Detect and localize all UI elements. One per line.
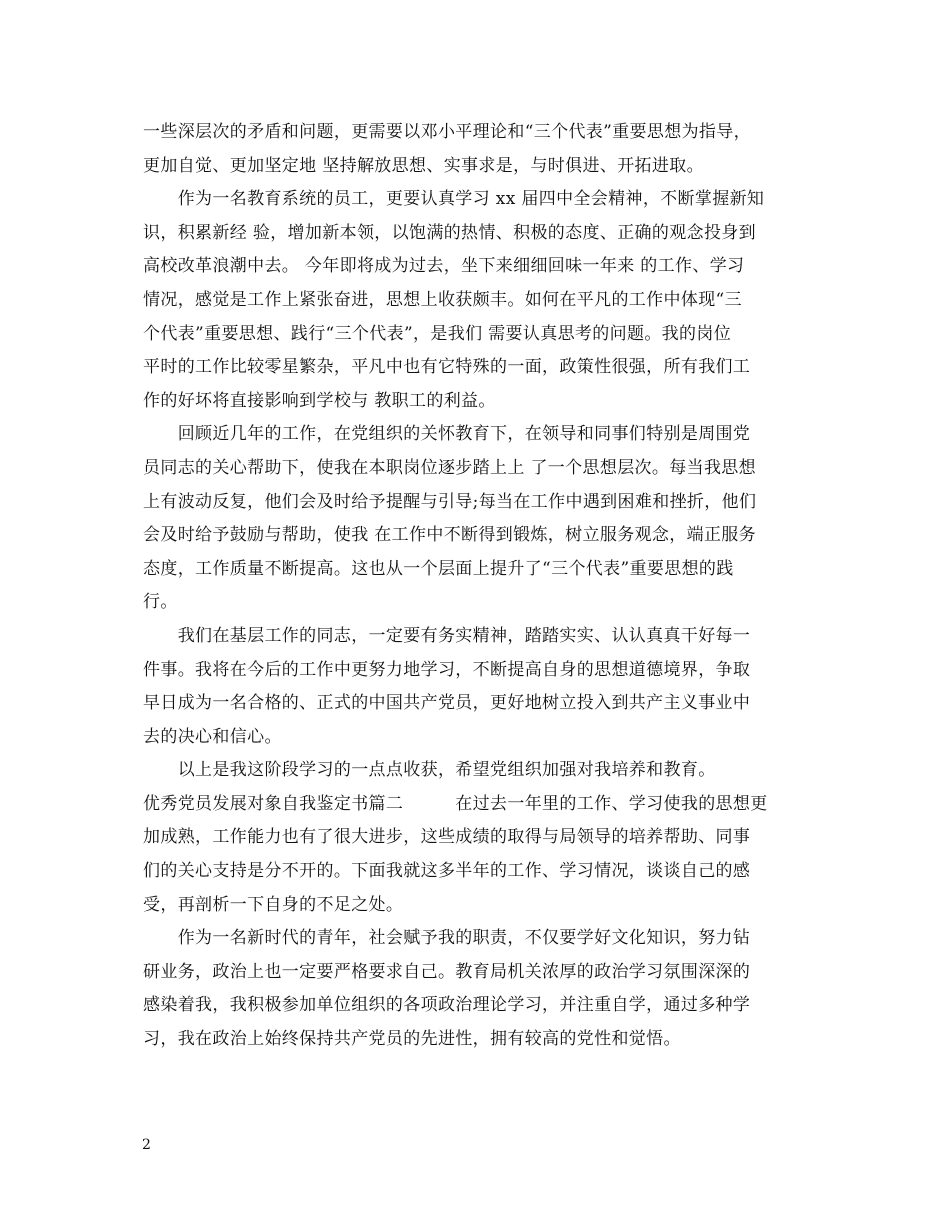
text-line: 一些深层次的矛盾和问题，更需要以邓小平理论和“三个代表”重要思想为指导，	[143, 122, 751, 142]
text-line: 作的好坏将直接影响到学校与 教职工的利益。	[143, 390, 496, 411]
text-line: 会及时给予鼓励与帮助，使我 在工作中不断得到锻炼，树立服务观念，端正服务	[143, 525, 757, 546]
text-line: 行。	[143, 592, 178, 613]
text-line: 早日成为一名合格的、正式的中国共产党员，更好地树立投入到共产主义事业中	[143, 693, 751, 714]
text-line: 以上是我这阶段学习的一点点收获，希望党组织加强对我培养和教育。	[143, 760, 716, 781]
page-number: 2	[142, 1137, 151, 1153]
text-line: 识，积累新经 验，增加新本领，以饱满的热情、积极的态度、正确的观念投身到	[143, 222, 757, 243]
text-line: 平时的工作比较零星繁杂，平凡中也有它特殊的一面，政策性很强，所有我们工	[143, 357, 751, 378]
text-line: 作为一名新时代的青年，社会赋予我的职责，不仅要学好文化知识，努力钻	[143, 928, 751, 949]
text-line: 作为一名教育系统的员工，更要认真学习 xx 届四中全会精神，不断掌握新知	[143, 189, 765, 210]
text-line: 回顾近几年的工作，在党组织的关怀教育下，在领导和同事们特别是周围党	[143, 424, 751, 445]
text-line: 员同志的关心帮助下，使我在本职岗位逐步踏上上 了一个思想层次。每当我思想	[143, 457, 757, 478]
text-line: 个代表”重要思想、践行“三个代表”，是我们 需要认真思考的问题。我的岗位	[143, 323, 732, 344]
text-line: 我们在基层工作的同志，一定要有务实精神，踏踏实实、认认真真干好每一	[143, 625, 751, 646]
text-line: 情况，感觉是工作上紧张奋进，思想上收获颇丰。如何在平凡的工作中体现“三	[143, 289, 742, 310]
body-text	[143, 116, 813, 1057]
text-line: 去的决心和信心。	[143, 726, 282, 747]
text-line: 们的关心支持是分不开的。下面我就这多半年的工作、学习情况，谈谈自己的感	[143, 861, 751, 882]
text-line: 受，再剖析一下自身的不足之处。	[143, 894, 404, 915]
text-line: 加成熟，工作能力也有了很大进步，这些成绩的取得与局领导的培养帮助、同事	[143, 827, 751, 848]
text-line: 件事。我将在今后的工作中更努力地学习，不断提高自身的思想道德境界，争取	[143, 659, 751, 680]
text-line: 高校改革浪潮中去。 今年即将成为过去，坐下来细细回味一年来 的工作、学习	[143, 256, 745, 277]
text-line: 上有波动反复，他们会及时给予提醒与引导;每当在工作中遇到困难和挫折，他们	[143, 491, 757, 512]
text-line: 研业务，政治上也一定要严格要求自己。教育局机关浓厚的政治学习氛围深深的	[143, 961, 751, 982]
text-line: 优秀党员发展对象自我鉴定书篇二 在过去一年里的工作、学习使我的思想更	[143, 793, 768, 814]
text-line: 习，我在政治上始终保持共产党员的先进性，拥有较高的党性和觉悟。	[143, 1029, 681, 1050]
text-line: 更加自觉、更加坚定地 坚持解放思想、实事求是，与时俱进、开拓进取。	[143, 155, 704, 176]
text-line: 感染着我，我积极参加单位组织的各项政治理论学习，并注重自学，通过多种学	[143, 995, 751, 1016]
text-line: 态度，工作质量不断提高。这也从一个层面上提升了“三个代表”重要思想的践	[143, 558, 734, 579]
